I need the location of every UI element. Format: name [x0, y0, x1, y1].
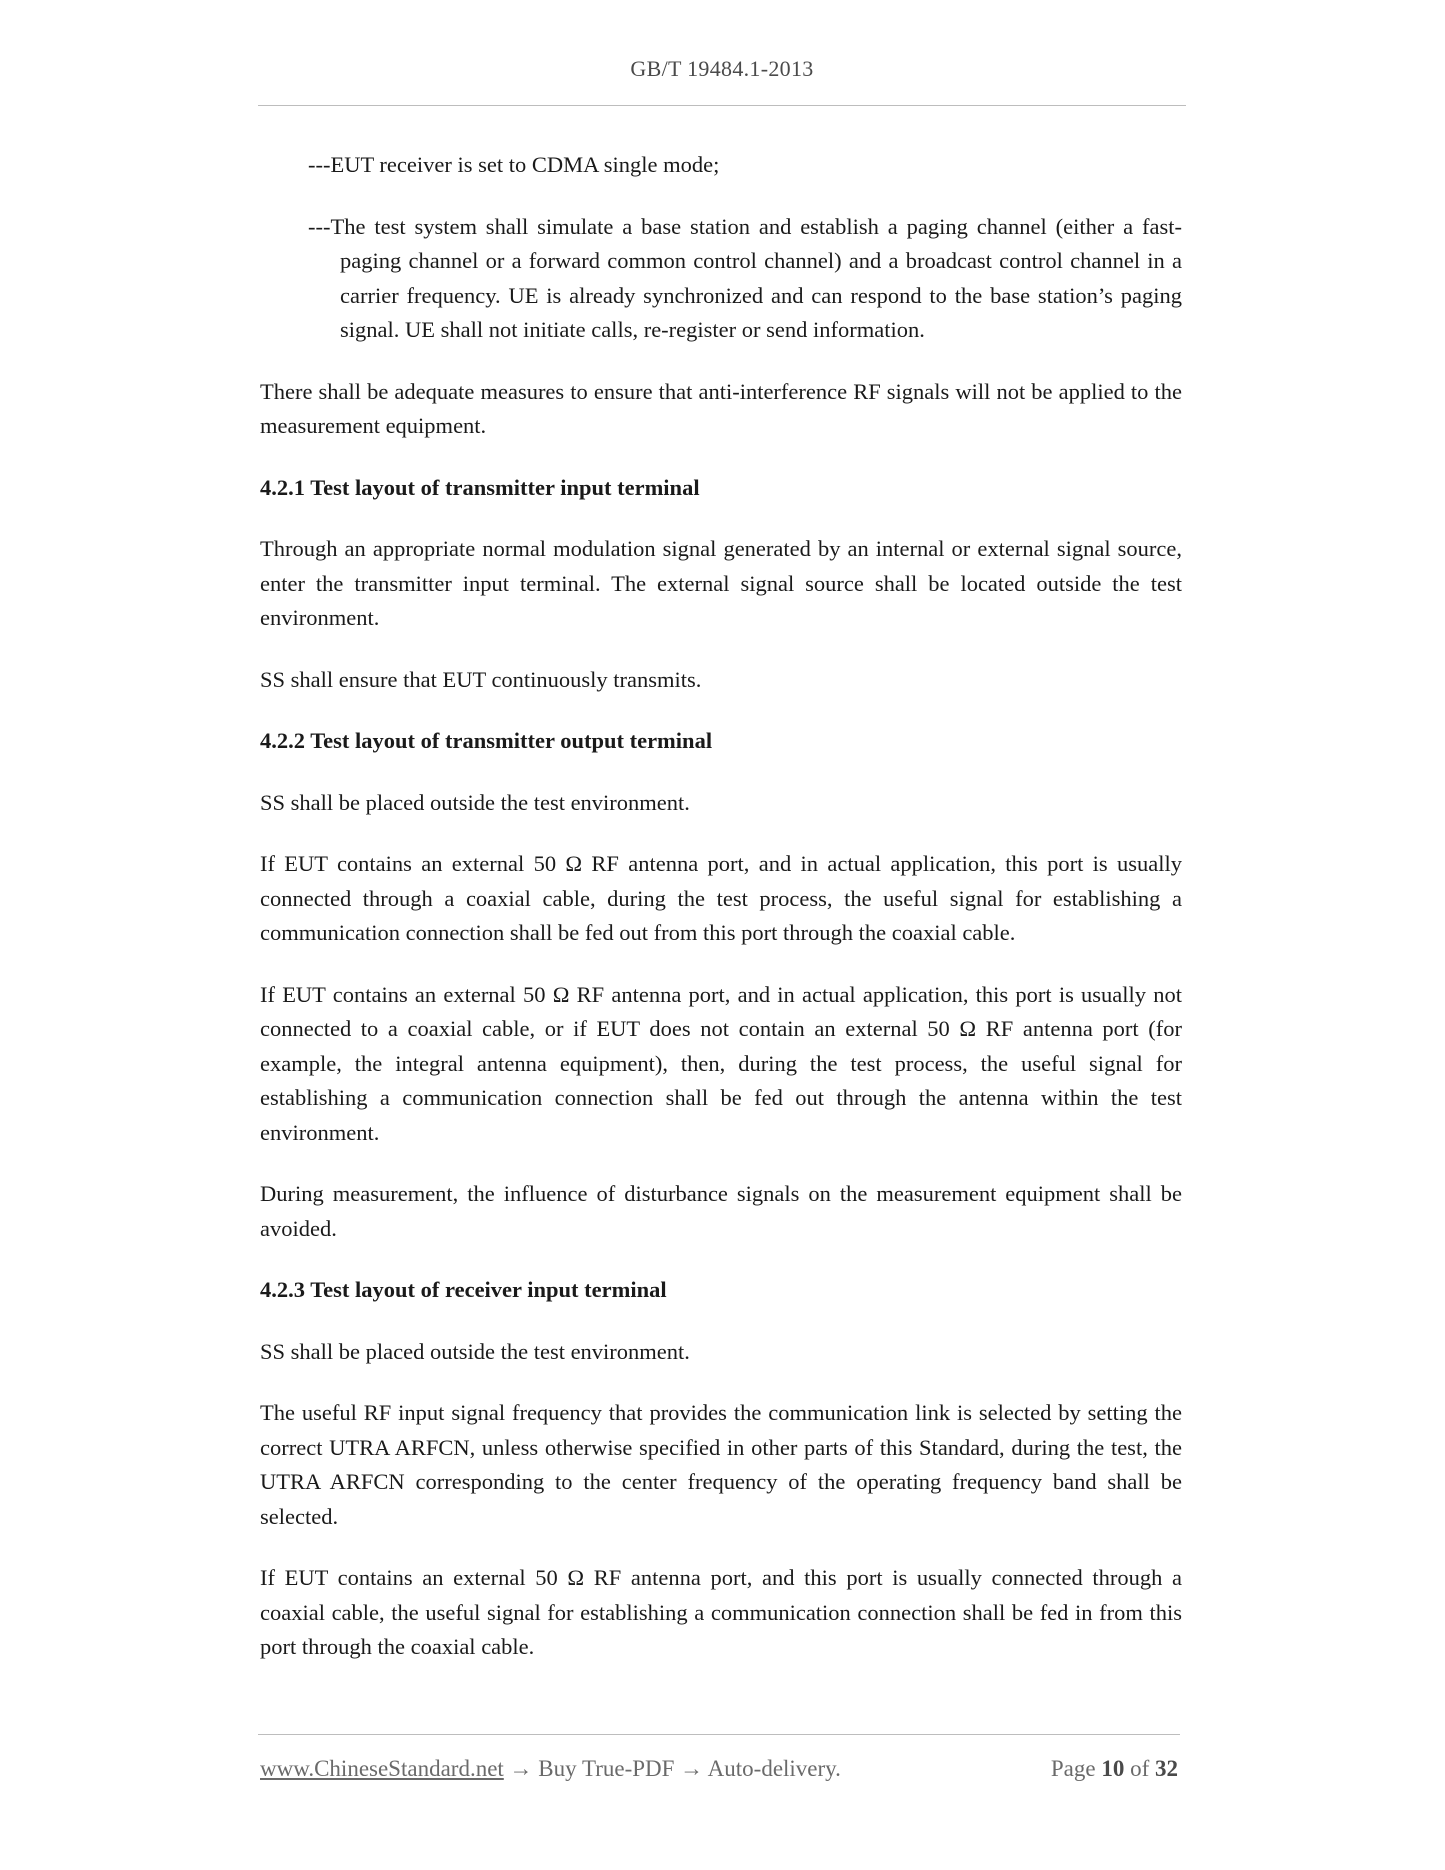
section-heading-4-2-3: 4.2.3 Test layout of receiver input terminal [260, 1277, 667, 1302]
paragraph-anti-interference: There shall be adequate measures to ensure that anti-interference RF signals will not be applied to the measurement equipment. [260, 378, 1182, 438]
paragraph-utra-arfcn: The useful RF input signal frequency that provides the communication link is selected by setting the correct UTRA ARFCN, unless otherwise specified in other parts of this Standard, during the test, the UTRA ARFCN corresponding to the center frequency of the operating frequency band shall be selected. [260, 1400, 1182, 1529]
chinesestandard-link[interactable]: www.ChineseStandard.net [260, 1756, 504, 1781]
footer-promo [260, 1756, 841, 1782]
list-item-paging-channel: ---The test system shall simulate a base station and establish a paging channel (either a fast-paging channel or a forward common control channel) and a broadcast control channel in a carrier frequency. UE is already synchronized and can respond to the base station’s paging signal. UE shall not initiate calls, re-register or send information. [308, 213, 1182, 342]
paragraph-antenna-port-connected: If EUT contains an external 50 Ω RF antenna port, and in actual application, this port is usually connected through a coaxial cable, during the test process, the useful signal for establishing a communication connection shall be fed out from this port through the coaxial cable. [260, 851, 1182, 945]
paragraph-modulation-signal: Through an appropriate normal modulation signal generated by an internal or external signal source, enter the transmitter input terminal. The external signal source shall be located outside the test environment. [260, 536, 1182, 630]
paragraph-ss-outside-1: SS shall be placed outside the test environment. [260, 789, 690, 815]
total-page-count: 32 [1155, 1756, 1178, 1781]
footer-divider [258, 1734, 1180, 1735]
document-body [260, 148, 1182, 1665]
page-footer [260, 1756, 1178, 1788]
page-word: Page [1050, 1756, 1096, 1781]
list-item-cdma-mode: ---EUT receiver is set to CDMA single mode; [308, 152, 720, 177]
current-page-number: 10 [1101, 1756, 1125, 1781]
paragraph-disturbance-signals: During measurement, the influence of disturbance signals on the measurement equipment shall be avoided. [260, 1181, 1182, 1241]
section-heading-4-2-2: 4.2.2 Test layout of transmitter output terminal [260, 728, 713, 753]
header-divider [258, 105, 1186, 106]
document-code-header: GB/T 19484.1-2013 [630, 56, 814, 81]
page-indicator [1051, 1756, 1178, 1782]
of-word: of [1130, 1756, 1150, 1781]
footer-promo-text: → Buy True-PDF → Auto-delivery. [503, 1756, 841, 1781]
paragraph-antenna-port-not-connected: If EUT contains an external 50 Ω RF antenna port, and in actual application, this port is usually not connected to a coaxial cable, or if EUT does not contain an external 50 Ω RF antenna port (for example, the integral antenna equipment), then, during the test process, the useful signal for establishing a communication connection shall be fed out through the antenna within the test environment. [260, 981, 1182, 1145]
section-heading-4-2-1: 4.2.1 Test layout of transmitter input terminal [260, 474, 700, 500]
paragraph-continuous-transmit: SS shall ensure that EUT continuously transmits. [260, 666, 702, 692]
paragraph-antenna-port-fed-in: If EUT contains an external 50 Ω RF antenna port, and this port is usually connected through a coaxial cable, the useful signal for establishing a communication connection shall be fed in from this port through the coaxial cable. [260, 1565, 1182, 1659]
paragraph-ss-outside-2: SS shall be placed outside the test environment. [260, 1338, 690, 1364]
